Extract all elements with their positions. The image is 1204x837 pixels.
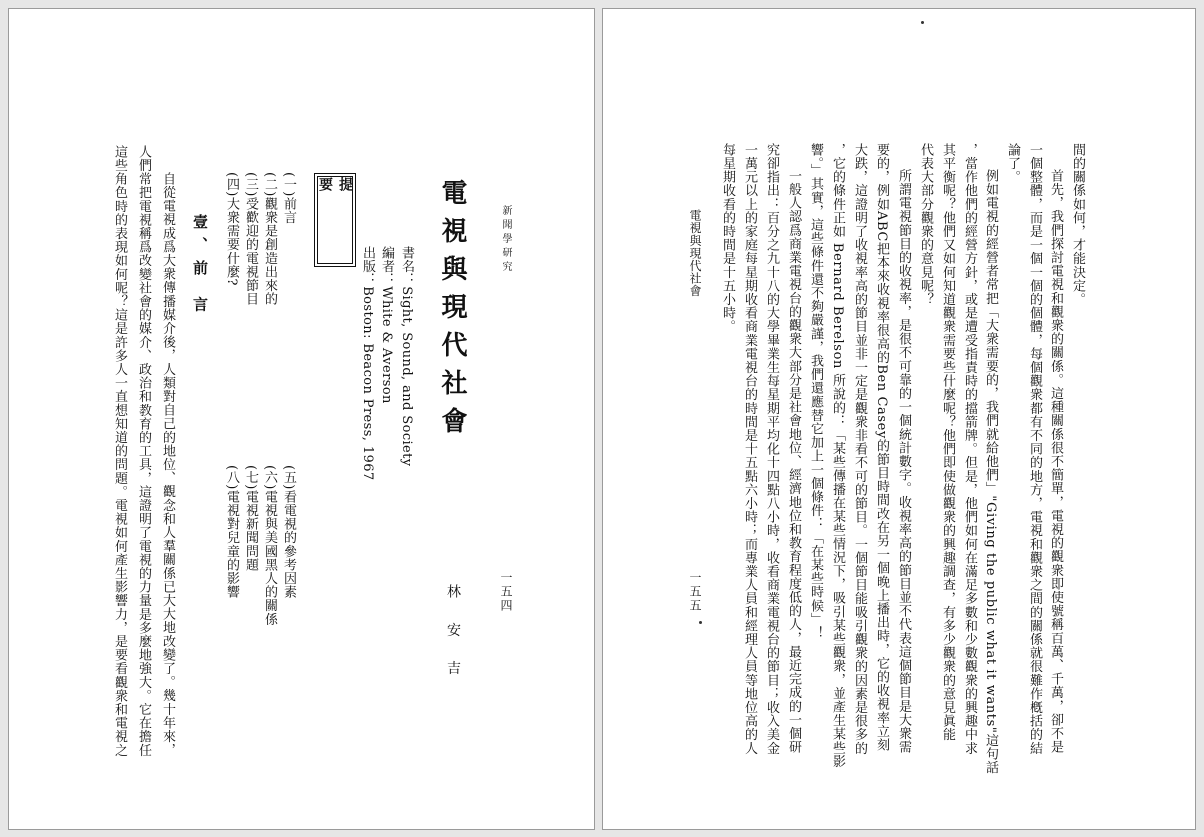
body-line-6: ，當作他們的經營方針，或是遭受指責時的擋箭牌。但是，他們如何在滿足多數和少數觀衆的興趣中求 bbox=[962, 143, 977, 755]
toc-item-6: (六)電視與美國黑人的關係 bbox=[262, 465, 277, 626]
body-line-10: 要的，例如ABC把本來收視率很高的Ben Casey的節目時間改在另一個晚上播出時，它的收視率立刻 bbox=[874, 143, 889, 752]
page-number: 一五五 bbox=[688, 571, 702, 613]
body-line-16: 一萬元以上的家庭每星期收看商業電視台的時間是十五點六小時；而專業人員和經理人員等地位高的人 bbox=[742, 143, 757, 755]
body-line-8: 代表大部分觀衆的意見呢？ bbox=[918, 143, 933, 307]
body-line-5: 例如電視的經營者常把「大衆需要的，我們就給他們」"Giving the public what it wants"這句話 bbox=[983, 169, 998, 775]
body-line-15: 究卻指出：百分之九十八的大學畢業生每星期平均化十四點八小時，收看商業電視台的節目；收入美金 bbox=[764, 143, 779, 755]
toc-item-4: (四)大衆需要什麼? bbox=[224, 172, 239, 287]
body-line-12: ，它的條件正如 Bernard Berelson 所說的：「某些傳播在某些情況下，吸引某些觀衆，並產生某些影 bbox=[830, 143, 845, 769]
editor-line: 編者：White & Averson bbox=[379, 246, 394, 404]
publisher-line: 出版：Boston: Beacon Press, 1967 bbox=[360, 246, 375, 481]
toc-item-2: (二)觀衆是創造出來的 bbox=[262, 172, 277, 306]
summary-label: 提 要 bbox=[317, 176, 353, 264]
body-line-9: 所謂電視節目的收視率，是很不可靠的一個統計數字。收視率高的節目並不代表這個節目是大衆需 bbox=[896, 169, 911, 754]
toc-item-1: (一)前言 bbox=[281, 172, 296, 225]
series-name: 新聞學研究 bbox=[500, 205, 511, 275]
body-line-2: 人們常把電視稱爲改變社會的媒介、政治和教育的工具，這證明了電視的力量是多麼地強大。它在擔任 bbox=[136, 145, 151, 757]
body-line-3: 這些角色時的表現如何呢？這是許多人一直想知道的問題。電視如何產生影響力，是要看觀衆和電視之 bbox=[112, 145, 127, 757]
page-number: 一五四 bbox=[499, 571, 513, 613]
section-heading: 壹、前 言 bbox=[191, 214, 209, 320]
scan-speck bbox=[699, 621, 702, 624]
toc-item-7: (七)電視新聞問題 bbox=[243, 465, 258, 572]
article-author: 林 安 吉 bbox=[445, 584, 461, 685]
article-title: 電視與現代社會 bbox=[437, 179, 467, 445]
running-title: 電視與現代社會 bbox=[688, 209, 702, 298]
left-page bbox=[8, 8, 595, 830]
body-line-17: 每星期收看的時間是十五小時。 bbox=[720, 143, 735, 334]
body-line-11: 大跌，這證明了收視率高的節目並非一定是觀衆非看不可的節目。一個節目能吸引觀衆的因素是很多的 bbox=[852, 143, 867, 755]
right-page bbox=[602, 8, 1196, 830]
body-line-7: 其平衡呢？他們又如何知道觀衆需要些什麼呢？他們即使做觀衆的興趣調查，有多少觀衆的意見眞能 bbox=[940, 143, 955, 742]
body-line-1: 間的關係如何，才能決定。 bbox=[1070, 143, 1085, 307]
body-line-13: 響。」其實，這些條件還不夠嚴謹，我們還應替它加上一個條件：「在某些時候」！ bbox=[808, 143, 823, 640]
summary-box bbox=[314, 173, 356, 267]
body-line-1: 自從電視成爲大衆傳播媒介後，人類對自己的地位、觀念和人羣關係已大大地改變了。幾十年來， bbox=[160, 172, 175, 757]
book-line: 書名：Sight, Sound, and Society bbox=[399, 246, 414, 467]
toc-item-5: (五)看電視的參考因素 bbox=[281, 465, 296, 599]
body-line-14: 一般人認爲商業電視台的觀衆大部分是社會地位、經濟地位和教育程度低的人，最近完成的一個研 bbox=[786, 169, 801, 754]
scan-speck bbox=[921, 21, 924, 24]
toc-item-3: (三)受歡迎的電視節目 bbox=[243, 172, 258, 306]
toc-item-8: (八)電視對兒童的影響 bbox=[224, 465, 239, 599]
body-line-2: 首先，我們探討電視和觀衆的關係。這種關係很不簡單，電視的觀衆即使號稱百萬、千萬，卻不是 bbox=[1048, 169, 1063, 754]
body-line-3: 一個整體，而是一個一個的個體，每個觀衆都有不同的地方，電視和觀衆之間的關係就很難作槪括的結 bbox=[1027, 143, 1042, 755]
body-line-4: 論了。 bbox=[1005, 143, 1020, 184]
